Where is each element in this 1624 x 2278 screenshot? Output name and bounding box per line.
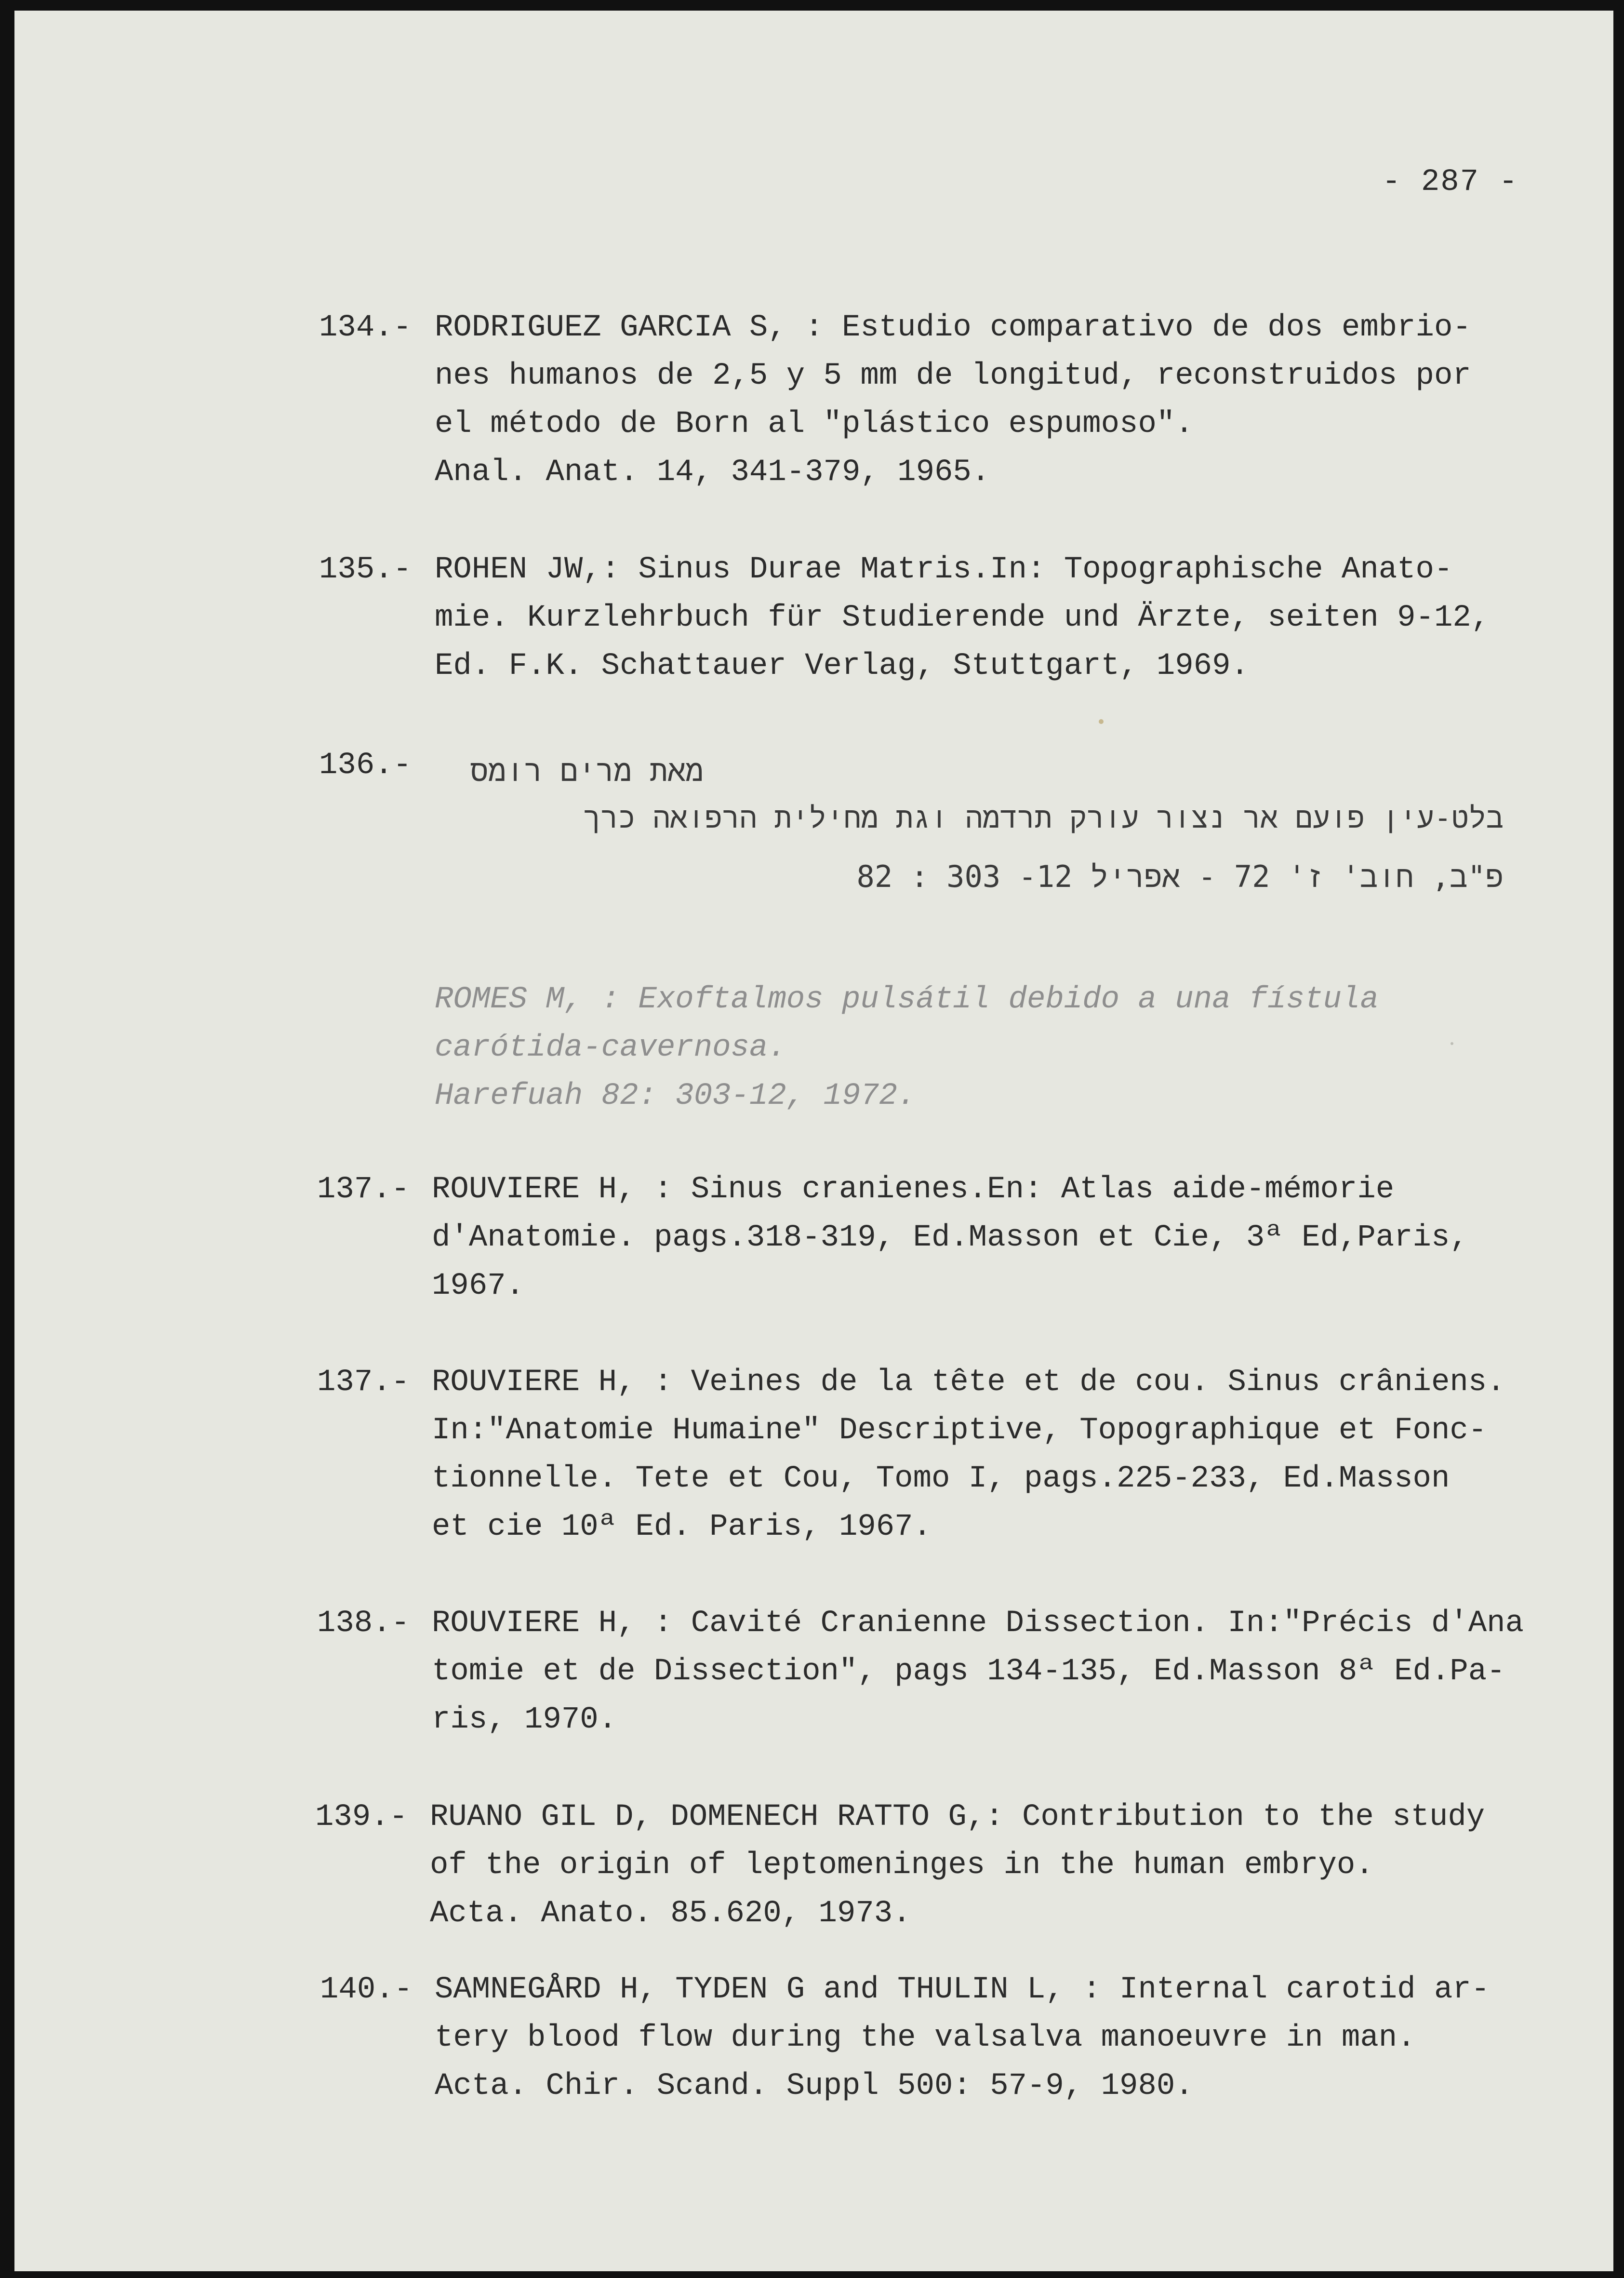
reference-line: tery blood flow during the valsalva manoeuvre in man. [435, 2021, 1416, 2055]
reference-line: tionnelle. Tete et Cou, Tomo I, pags.225-233, Ed.Masson [432, 1461, 1450, 1496]
hebrew-title-line: בלט-עין פועם אר נצור עורק תרדמה וגת מחילית הרפואה כרך [583, 801, 1504, 835]
reference-number: 134.- [319, 310, 412, 345]
reference-number: 140.- [320, 1972, 413, 2007]
reference-line: In:"Anatomie Humaine" Descriptive, Topographique et Fonc- [432, 1413, 1487, 1448]
hebrew-author-line: מאת מרים רומס [470, 753, 704, 788]
reference-line: Anal. Anat. 14, 341-379, 1965. [435, 455, 990, 490]
reference-line: d'Anatomie. pags.318-319, Ed.Masson et Cie, 3ª Ed,Paris, [432, 1220, 1468, 1255]
reference-line: ROHEN JW,: Sinus Durae Matris.In: Topographische Anato- [435, 552, 1453, 587]
reference-line: ris, 1970. [432, 1702, 617, 1737]
reference-line: Ed. F.K. Schattauer Verlag, Stuttgart, 1969. [435, 649, 1249, 683]
reference-line: ROMES M, : Exoftalmos pulsátil debido a una fístula [435, 982, 1379, 1017]
reference-number: 137.- [317, 1172, 410, 1207]
reference-line: SAMNEGÅRD H, TYDEN G and THULIN L, : Internal carotid ar- [435, 1972, 1490, 2007]
reference-number: 135.- [319, 552, 412, 587]
reference-line: Harefuah 82: 303-12, 1972. [435, 1079, 916, 1113]
reference-line: Acta. Chir. Scand. Suppl 500: 57-9, 1980. [435, 2069, 1194, 2104]
reference-line: mie. Kurzlehrbuch für Studierende und Ärzte, seiten 9-12, [435, 601, 1490, 635]
document-page [14, 11, 1613, 2271]
reference-line: RUANO GIL D, DOMENECH RATTO G,: Contribution to the study [430, 1800, 1485, 1835]
reference-number: 139.- [315, 1800, 408, 1835]
reference-number: 136.- [319, 748, 412, 783]
reference-number: 137.- [317, 1365, 410, 1400]
reference-line: Acta. Anato. 85.620, 1973. [430, 1896, 911, 1931]
reference-line: 1967. [432, 1269, 525, 1303]
reference-line: et cie 10ª Ed. Paris, 1967. [432, 1510, 932, 1544]
reference-line: ROUVIERE H, : Sinus cranienes.En: Atlas aide-mémorie [432, 1172, 1395, 1207]
reference-line: ROUVIERE H, : Cavité Cranienne Dissection. In:"Précis d'Ana [432, 1606, 1524, 1641]
page-number: - 287 - [1382, 165, 1518, 200]
reference-line: ROUVIERE H, : Veines de la tête et de cou. Sinus crâniens. [432, 1365, 1505, 1400]
reference-number: 138.- [317, 1606, 410, 1641]
reference-line: of the origin of leptomeninges in the human embryo. [430, 1848, 1374, 1883]
reference-line: el método de Born al "plástico espumoso". [435, 407, 1194, 442]
reference-line: RODRIGUEZ GARCIA S, : Estudio comparativo de dos embrio- [435, 310, 1471, 345]
reference-line: tomie et de Dissection", pags 134-135, Ed.Masson 8ª Ed.Pa- [432, 1654, 1505, 1689]
reference-line: nes humanos de 2,5 y 5 mm de longitud, reconstruidos por [435, 359, 1471, 393]
paper-speck [1451, 1042, 1453, 1045]
paper-speck [1099, 719, 1104, 724]
hebrew-source-line: פ"ב, חוב' ז' 72 - אפריל 12- 303 : 82 [856, 859, 1504, 894]
reference-line: carótida-cavernosa. [435, 1031, 786, 1065]
